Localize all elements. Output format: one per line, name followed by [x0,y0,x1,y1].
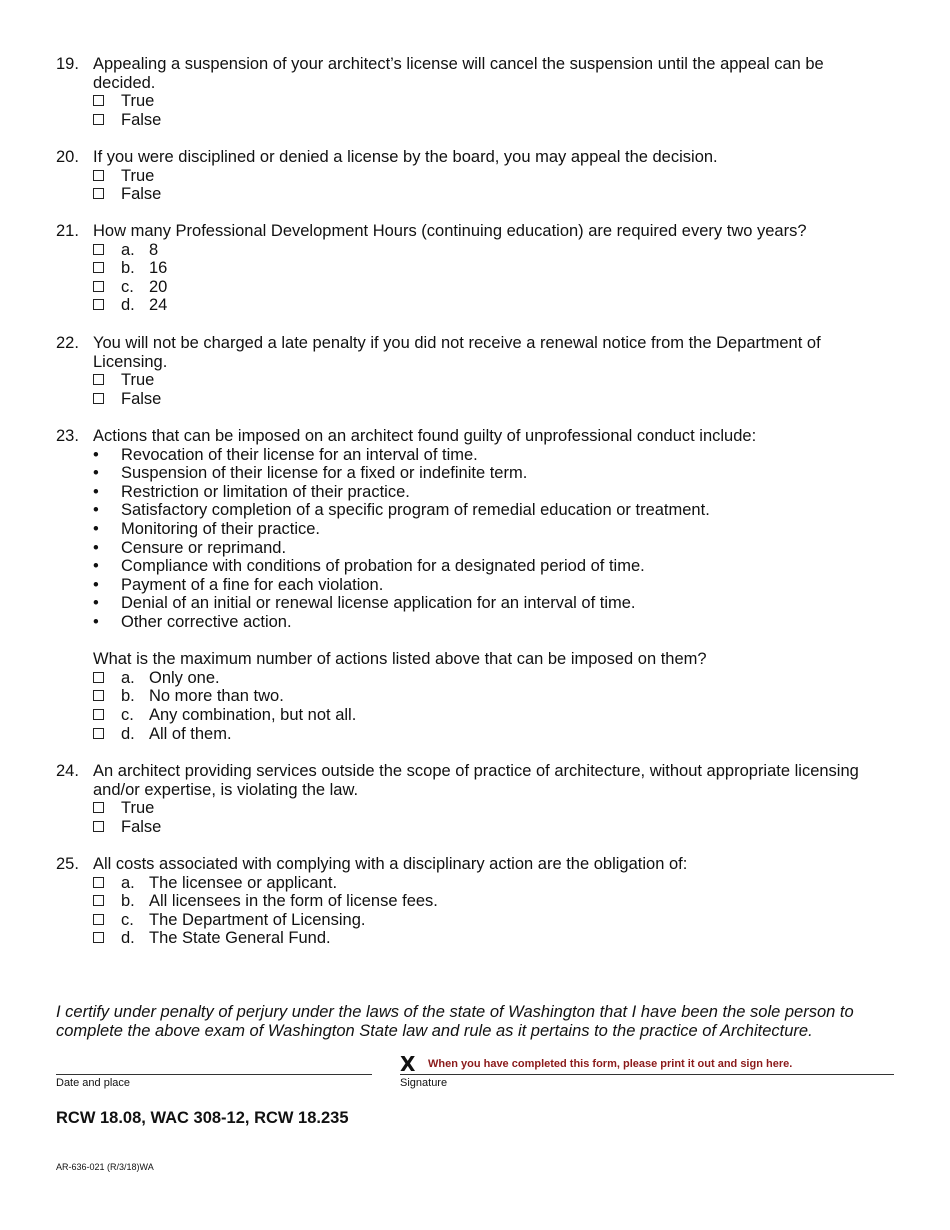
checkbox[interactable] [93,895,104,906]
option-false[interactable]: False [93,185,896,204]
question-number: 25. [56,855,79,873]
option-a[interactable]: a. 8 [93,241,896,260]
checkbox[interactable] [93,728,104,739]
option-c[interactable]: c. 20 [93,278,896,297]
certification-statement: I certify under penalty of perjury under the laws of the state of Washington that I have been the sole person to complete the above exam of Washington State law and rule as it pertains to the practice of Architecture. [56,1003,854,1040]
checkbox[interactable] [93,95,104,106]
checkbox[interactable] [93,802,104,813]
question-text: How many Professional Development Hours (continuing education) are required every two years? [93,222,807,240]
option-b[interactable]: b. All licensees in the form of license fees. [93,892,896,911]
option-false[interactable]: False [93,390,896,409]
question-23 [56,427,896,743]
option-a[interactable]: a. The licensee or applicant. [93,874,896,893]
question-text: Actions that can be imposed on an architect found guilty of unprofessional conduct include: [93,427,757,445]
option-d[interactable]: d. All of them. [93,725,896,744]
question-22 [56,334,896,408]
option-b[interactable]: b. No more than two. [93,687,896,706]
bullet-item: • Suspension of their license for a fixed or indefinite term. [93,464,528,483]
form-number: AR-636-021 (R/3/18)WA [56,1162,154,1172]
question-25 [56,855,896,948]
sub-question-text: What is the maximum number of actions listed above that can be imposed on them? [93,650,707,669]
option-d[interactable]: d. 24 [93,296,896,315]
law-references: RCW 18.08, WAC 308-12, RCW 18.235 [56,1109,349,1127]
checkbox[interactable] [93,690,104,701]
bullet-item: • Restriction or limitation of their practice. [93,482,410,501]
checkbox[interactable] [93,170,104,181]
checkbox[interactable] [93,821,104,832]
date-place-line[interactable] [56,1074,372,1075]
question-number: 19. [56,55,79,73]
question-number: 21. [56,222,79,240]
question-text: If you were disciplined or denied a license by the board, you may appeal the decision. [93,148,718,166]
question-text: An architect providing services outside the scope of practice of architecture, without appropriate licensing and/or expertise, is violating the law. [93,762,859,799]
bullet-item: • Denial of an initial or renewal license application for an interval of time. [93,594,636,613]
checkbox[interactable] [93,114,104,125]
option-true[interactable]: True [93,167,896,186]
bullet-item: • Satisfactory completion of a specific program of remedial education or treatment. [93,501,710,520]
bullet-item: • Censure or reprimand. [93,538,287,557]
checkbox[interactable] [93,188,104,199]
sign-here-x-icon: X [400,1052,416,1076]
question-number: 23. [56,427,79,445]
checkbox[interactable] [93,709,104,720]
checkbox[interactable] [93,877,104,888]
checkbox[interactable] [93,932,104,943]
bullet-item: • Revocation of their license for an interval of time. [93,445,478,464]
option-true[interactable]: True [93,371,896,390]
date-place-label: Date and place [56,1077,130,1089]
option-true[interactable]: True [93,92,896,111]
checkbox[interactable] [93,672,104,683]
option-b[interactable]: b. 16 [93,259,896,278]
question-number: 24. [56,762,79,780]
checkbox[interactable] [93,299,104,310]
option-false[interactable]: False [93,818,896,837]
question-text: All costs associated with complying with a disciplinary action are the obligation of: [93,855,688,873]
option-false[interactable]: False [93,111,896,130]
bullet-item: • Other corrective action. [93,612,292,631]
bullet-item: • Monitoring of their practice. [93,519,321,538]
checkbox[interactable] [93,914,104,925]
question-number: 22. [56,334,79,352]
question-text: Appealing a suspension of your architect’s license will cancel the suspension until the appeal can be decided. [93,55,824,92]
option-c[interactable]: c. The Department of Licensing. [93,911,896,930]
question-19 [56,55,896,129]
checkbox[interactable] [93,281,104,292]
option-d[interactable]: d. The State General Fund. [93,929,896,948]
checkbox[interactable] [93,374,104,385]
option-c[interactable]: c. Any combination, but not all. [93,706,896,725]
checkbox[interactable] [93,262,104,273]
option-a[interactable]: a. Only one. [93,669,896,688]
signature-line[interactable] [400,1074,894,1075]
signature-label: Signature [400,1077,448,1089]
question-24 [56,762,896,836]
checkbox[interactable] [93,244,104,255]
question-20 [56,148,896,204]
checkbox[interactable] [93,393,104,404]
bullet-item: • Compliance with conditions of probation for a designated period of time. [93,557,645,576]
option-true[interactable]: True [93,799,896,818]
question-number: 20. [56,148,79,166]
question-21 [56,222,896,315]
question-text: You will not be charged a late penalty if you did not receive a renewal notice from the Department of Licensing. [93,334,821,371]
print-sign-note: When you have completed this form, please print it out and sign here. [428,1058,793,1070]
bullet-item: • Payment of a fine for each violation. [93,575,384,594]
